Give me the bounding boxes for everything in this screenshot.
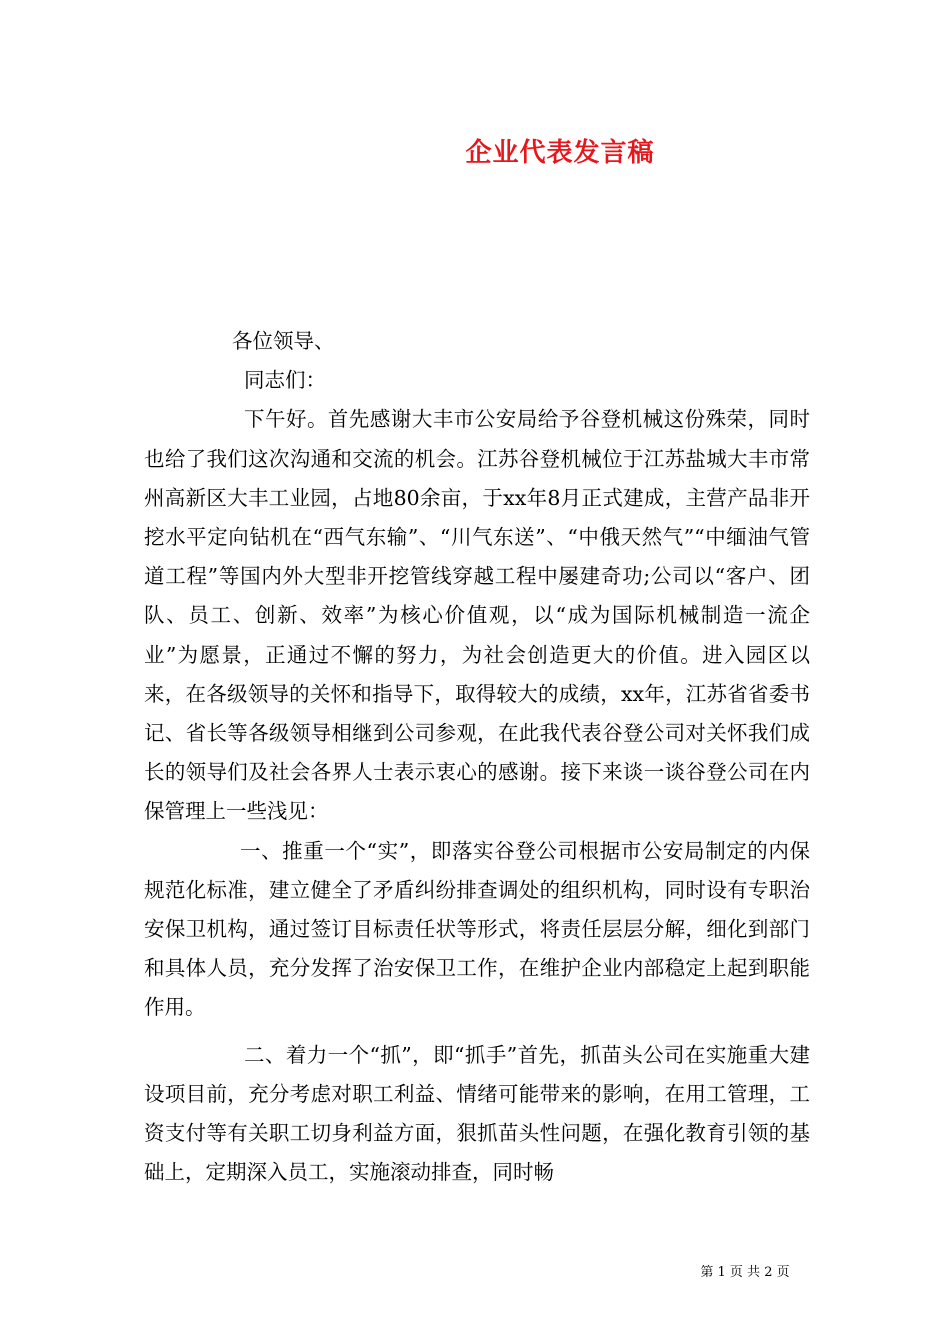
salutation-comrades: 同志们： bbox=[244, 368, 326, 393]
document-title: 企业代表发言稿 bbox=[465, 138, 655, 168]
paragraph-point-one: 一、推重一个“实”，即落实谷登公司根据市公安局制定的内保规范化标准，建立健全了矛盾纠纷排查调处的组织机构，同时设有专职治安保卫机构，通过签订目标责任状等形式，将责任层层分解，细化到部门和具体人员，充分发挥了治安保卫工作，在维护企业内部稳定上起到职能作用。 bbox=[144, 838, 810, 1020]
paragraph-greeting: 下午好。首先感谢大丰市公安局给予谷登机械这份殊荣，同时也给了我们这次沟通和交流的机会。江苏谷登机械位于江苏盐城大丰市常州高新区大丰工业园，占地80余亩，于xx年8月正式建成，主营产品非开挖水平定向钻机在“西气东输”、“川气东送”、“中俄天然气”“中缅油气管道工程”等国内外大型非开挖管线穿越工程中屡建奇功;公司以“客户、团队、员工、创新、效率”为核心价值观，以“成为国际机械制造一流企业”为愿景，正通过不懈的努力，为社会创造更大的价值。进入园区以来，在各级领导的关怀和指导下，取得较大的成绩，xx年，江苏省省委书记、省长等各级领导相继到公司参观，在此我代表谷登公司对关怀我们成长的领导们及社会各界人士表示衷心的感谢。接下来谈一谈谷登公司在内保管理上一些浅见： bbox=[144, 407, 810, 824]
page-number-footer: 第 1 页 共 2 页 bbox=[700, 1265, 790, 1280]
paragraph-point-two: 二、着力一个“抓”，即“抓手”首先，抓苗头公司在实施重大建设项目前，充分考虑对职工利益、情绪可能带来的影响，在用工管理，工资支付等有关职工切身利益方面，狠抓苗头性问题，在强化教育引领的基础上，定期深入员工，实施滚动排查，同时畅 bbox=[144, 1042, 810, 1185]
salutation-leaders: 各位领导、 bbox=[232, 329, 335, 353]
document-body bbox=[144, 322, 810, 1192]
